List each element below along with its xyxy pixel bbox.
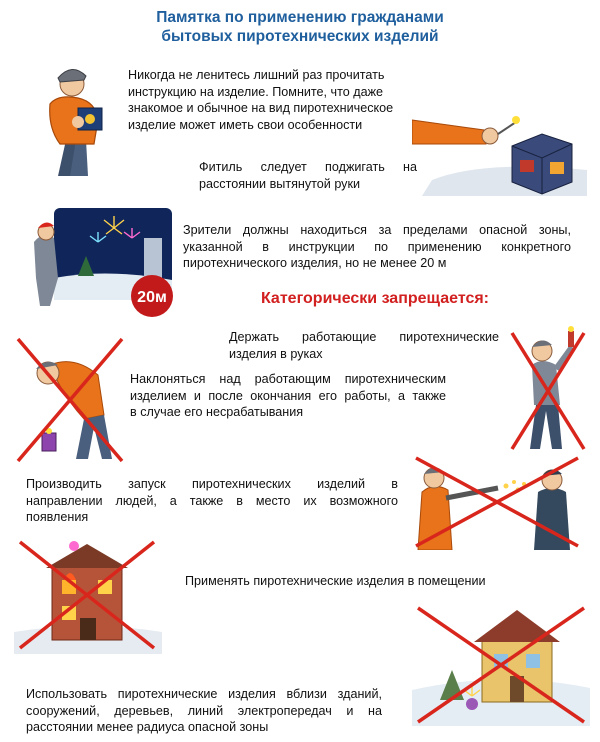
- forbidden-near-buildings-line-1: Использовать пиротехнические изделия вблизи зданий,: [26, 687, 382, 701]
- page-title: [0, 8, 600, 46]
- burning-building-illustration: [14, 536, 162, 654]
- forbidden-people-line-1: Производить запуск пиротехнических изделий в: [26, 477, 398, 491]
- forbidden-people-line-3: появления: [26, 510, 89, 524]
- man-reading-illustration: [28, 58, 123, 178]
- house-near-fireworks-illustration: [412, 600, 590, 726]
- spectators-line-3: пиротехнического изделия, но не менее 20 м: [183, 256, 447, 270]
- read-instructions-line-2: инструкцию на изделие. Помните, что даже: [128, 84, 384, 99]
- man-leaning-over-firework-illustration: [14, 335, 126, 465]
- forbidden-hold-text: [229, 329, 499, 362]
- spectators-fireworks-illustration: [28, 208, 176, 318]
- spectators-line-1: Зрители должны находиться за пределами опасной зоны,: [183, 223, 571, 237]
- spectators-text: [183, 222, 571, 272]
- forbidden-hold-line-1: Держать работающие пиротехнические: [229, 330, 499, 344]
- read-instructions-line-3: знакомое и обычное на вид пиротехническое: [128, 101, 394, 115]
- title-line-1: Памятка по применению гражданами: [156, 9, 444, 26]
- fuse-text: [199, 159, 417, 192]
- forbidden-people-text: [26, 476, 398, 526]
- arm-lighting-fuse-illustration: [412, 100, 587, 196]
- forbidden-near-buildings-line-3: расстоянии менее радиуса опасной зоны: [26, 720, 269, 734]
- forbidden-indoors-text: Применять пиротехнические изделия в помещении: [185, 574, 486, 588]
- forbidden-hold-line-2: изделия в руках: [229, 346, 323, 361]
- man-holding-firework-illustration: [508, 325, 588, 455]
- read-instructions-line-1: Никогда не ленитесь лишний раз прочитать: [128, 68, 385, 82]
- read-instructions-text: [128, 67, 413, 133]
- forbidden-near-buildings-text: [26, 686, 382, 736]
- fuse-line-1: Фитиль следует поджигать на: [199, 160, 417, 174]
- firing-at-people-illustration: [406, 452, 588, 550]
- forbidden-near-buildings-line-2: сооружений, деревьев, линий электропередач и на: [26, 703, 382, 718]
- forbidden-lean-text: [130, 371, 446, 421]
- forbidden-lean-line-3: в случае его несрабатывания: [130, 405, 304, 419]
- fuse-line-2: расстоянии вытянутой руки: [199, 176, 361, 191]
- forbidden-lean-line-1: Наклоняться над работающим пиротехническим: [130, 372, 446, 386]
- read-instructions-line-4: изделие может иметь свои особенности: [128, 117, 363, 132]
- forbidden-lean-line-2: изделием и после окончания его работы, а также: [130, 388, 446, 403]
- spectators-line-2: указанной в инструкции по применению конкретного: [183, 239, 571, 254]
- distance-badge: 20м: [137, 289, 167, 306]
- forbidden-people-line-2: направлении людей, а также в место их возможного: [26, 493, 398, 508]
- title-line-2: бытовых пиротехнических изделий: [161, 28, 439, 45]
- forbidden-heading: Категорически запрещается:: [260, 290, 490, 307]
